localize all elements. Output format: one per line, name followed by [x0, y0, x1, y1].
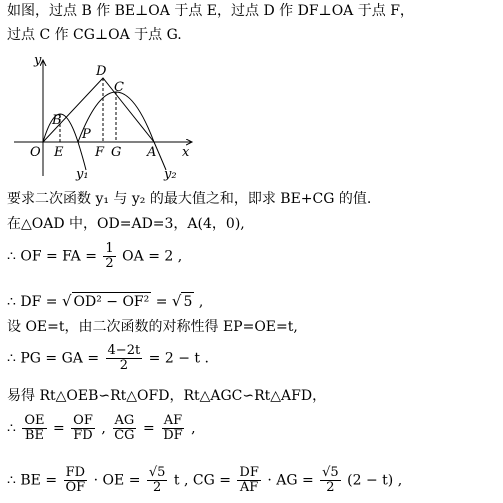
- label-g: G: [111, 145, 122, 160]
- similarity-line: 易得 Rt△OEB∽Rt△OFD，Rt△AGC∽Rt△AFD，: [7, 388, 327, 404]
- of-denominator: 2: [105, 256, 114, 271]
- cg-num-1: DF: [239, 465, 259, 480]
- label-a: A: [147, 145, 157, 160]
- label-y2: y₂: [164, 167, 177, 182]
- label-e: E: [54, 145, 64, 160]
- be-t: t , CG =: [173, 472, 231, 489]
- cg-tail: (2 − t) ,: [347, 472, 403, 489]
- cg-num-2: √5: [322, 465, 339, 480]
- label-y1: y₁: [76, 167, 89, 182]
- label-d: D: [96, 64, 107, 79]
- be-num-1: FD: [65, 465, 86, 480]
- cg-fraction-1: [237, 466, 260, 495]
- pg-right: = 2 − t .: [148, 350, 209, 367]
- be-mid: · OE =: [93, 472, 141, 489]
- label-f: F: [95, 145, 105, 160]
- triangle-oda: [43, 78, 154, 142]
- triangle-line: 在△OAD 中，OD=AD=3，A(4，0),: [7, 216, 245, 232]
- ratio-den-1: BE: [24, 428, 44, 443]
- cg-den-2: 2: [326, 480, 335, 495]
- pg-fraction: [106, 344, 143, 373]
- radical-sign: √: [61, 292, 72, 310]
- parabola-figure: [8, 48, 208, 188]
- radical-sign: √: [171, 292, 182, 310]
- of-fraction: [103, 242, 115, 271]
- ratio-eq-2: =: [143, 420, 155, 437]
- label-o: O: [30, 145, 41, 160]
- ratio-num-3: AG: [114, 413, 135, 428]
- requirement-line: 要求二次函数 y₁ 与 y₂ 的最大值之和，即求 BE+CG 的值.: [7, 191, 372, 207]
- label-y: y: [34, 53, 42, 68]
- ratio-num-2: OF: [73, 413, 93, 428]
- cg-den-1: AF: [239, 480, 259, 495]
- ratio-therefore: ∴: [7, 420, 16, 437]
- be-cg-equation: [7, 466, 402, 495]
- ratio-num-4: AF: [163, 413, 183, 428]
- intro-line-1: 如图，过点 B 作 BE⊥OA 于点 E，过点 D 作 DF⊥OA 于点 F，: [7, 3, 414, 19]
- cg-mid: · AG =: [267, 472, 314, 489]
- be-den-1: OF: [65, 480, 86, 495]
- ratio-comma-1: ,: [101, 420, 106, 437]
- df-result: 5: [183, 294, 193, 310]
- df-comma: ,: [198, 294, 204, 310]
- pg-left: ∴ PG = GA =: [7, 350, 100, 367]
- intro-line-2: 过点 C 作 CG⊥OA 于点 G.: [7, 27, 182, 43]
- df-eq: =: [155, 294, 168, 310]
- pg-numerator: 4−2t: [107, 343, 141, 358]
- df-radicand: OD² − OF²: [73, 294, 150, 310]
- ratio-fraction-2: [71, 414, 95, 443]
- be-fraction-1: [64, 466, 88, 495]
- be-num-2: √5: [148, 465, 166, 480]
- of-left: ∴ OF = FA =: [7, 248, 97, 265]
- be-den-2: 2: [153, 480, 162, 495]
- ratio-den-2: FD: [73, 428, 93, 443]
- ratio-num-1: OE: [24, 413, 45, 428]
- be-left: ∴ BE =: [7, 472, 58, 489]
- pg-denominator: 2: [119, 358, 128, 373]
- label-p: P: [82, 127, 91, 142]
- ratio-comma-2: ,: [191, 420, 196, 437]
- ratio-fraction-1: [22, 414, 46, 443]
- of-equation: [7, 242, 182, 271]
- ratio-fraction-3: [112, 414, 136, 443]
- be-fraction-2: [147, 466, 168, 495]
- df-left: ∴ DF =: [7, 294, 58, 310]
- cg-fraction-2: [320, 466, 341, 495]
- of-right: OA = 2 ,: [122, 248, 183, 265]
- pg-equation: [7, 344, 209, 373]
- set-line: 设 OE=t，由二次函数的对称性得 EP=OE=t,: [7, 319, 298, 335]
- ratio-den-3: CG: [114, 428, 135, 443]
- ratio-equation: [7, 414, 196, 443]
- of-numerator: 1: [105, 241, 114, 256]
- label-c: C: [114, 80, 124, 95]
- label-x: x: [182, 145, 190, 160]
- df-equation: [7, 292, 203, 311]
- ratio-fraction-4: [161, 414, 184, 443]
- ratio-eq-1: =: [52, 420, 65, 437]
- ratio-den-4: DF: [163, 428, 183, 443]
- label-b: B: [52, 113, 62, 128]
